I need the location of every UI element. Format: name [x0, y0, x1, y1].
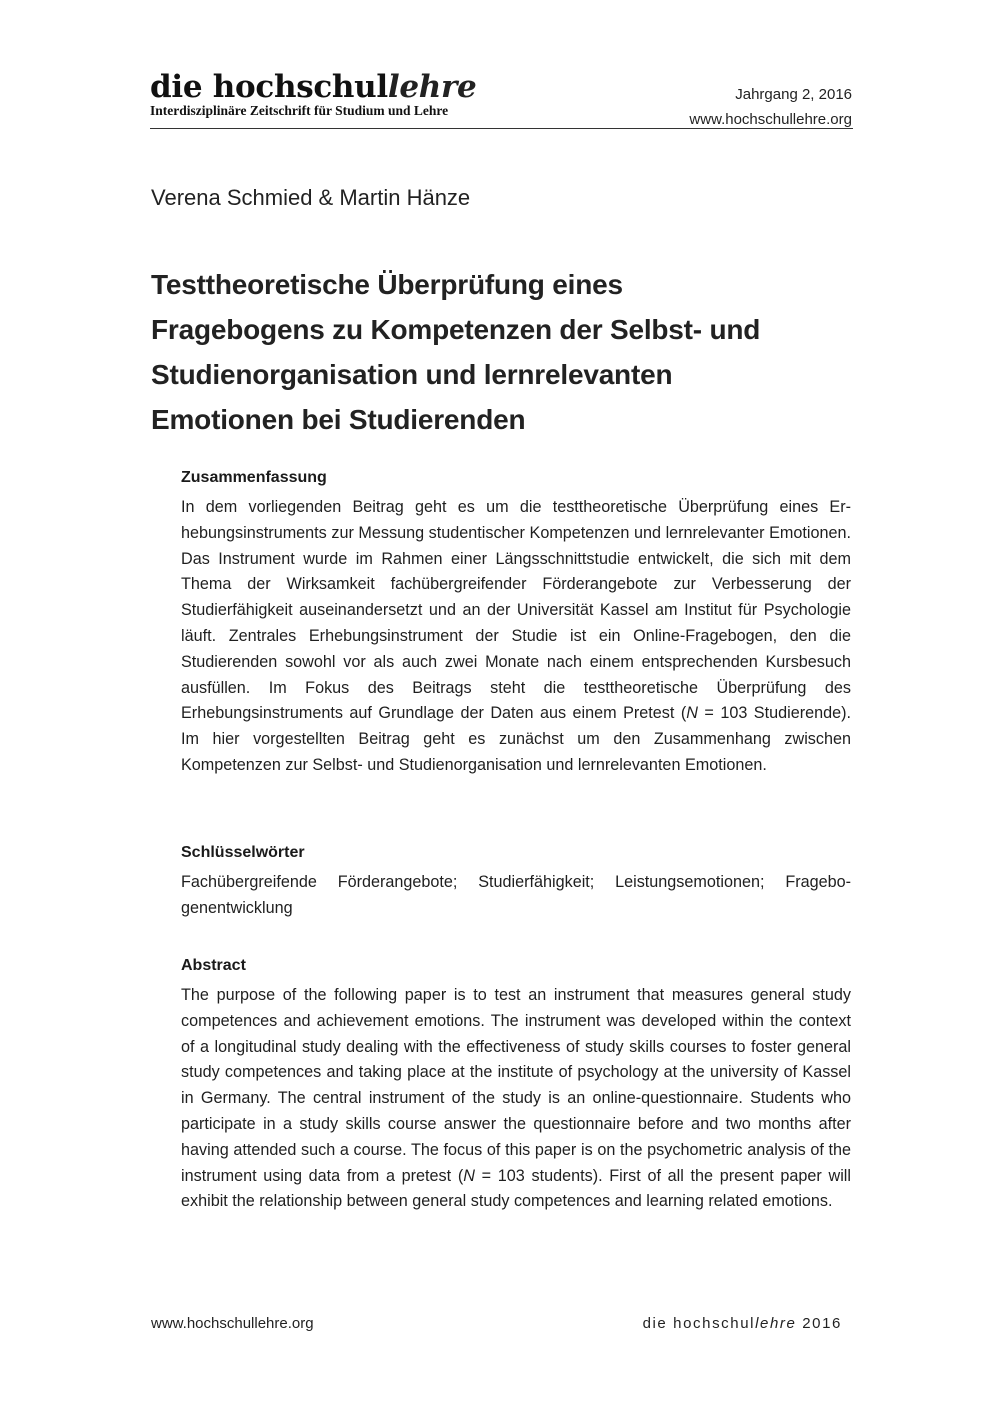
journal-name-italic: lehre: [387, 69, 477, 105]
sample-size-symbol: N: [463, 1166, 475, 1185]
title-line: Emotionen bei Studierenden: [151, 404, 526, 435]
keywords-heading: Schlüsselwörter: [181, 844, 305, 861]
zusammenfassung-heading: Zusammenfassung: [181, 469, 327, 486]
abstract-text-part: The purpose of the following paper is to test an instrument that measures general study competences and achievement emotions. The instrument was developed within the context of a longitudinal study dealing with the effectiveness of study skills courses to foster general study competences and taking place at the institute of psychology at the university of Kassel in Germany. The central instrument of the study is an online-questionnaire. Students who participate in a study skills course answer the questionnaire before and two months after having attended such a course. The focus of this paper is on the psychometric analysis of the instrument using data from a pretest (: [181, 986, 851, 1185]
footer-year: 2016: [796, 1315, 842, 1332]
header-divider: [150, 128, 853, 129]
zusammenfassung-text: [181, 495, 851, 779]
footer-website: www.hochschullehre.org: [151, 1315, 314, 1332]
zusammenfassung-text-part: In dem vorliegenden Beitrag geht es um die testtheoretische Überprüfung eines Erhebungsinstruments zur Messung studentischer Kompetenzen und lernrelevanter Emotionen. Das Instrument wurde im Rahmen einer Längsschnittstudie entwickelt, die sich mit dem Thema der Wirksamkeit fachübergreifender Förderangebote zur Verbesserung der Studierfähigkeit auseinandersetzt und an der Universität Kassel am Institut für Psychologie läuft. Zentrales Erhebungsinstrument der Studie ist ein Online-Fragebogen, den die Studierenden sowohl vor als auch zwei Monate nach einem entsprechenden Kursbesuch ausfüllen. Im Fokus des Beitrags steht die testtheoretische Überprüfung des Erhebungsinstruments auf Grundlage der Daten aus einem Pretest (: [181, 498, 851, 723]
journal-header: [150, 69, 852, 128]
header-website: www.hochschullehre.org: [689, 111, 852, 128]
title-line: Fragebogens zu Kompetenzen der Selbst- und: [151, 314, 761, 345]
footer-journal: [643, 1314, 842, 1334]
abstract-text: [181, 983, 851, 1215]
sample-size-symbol: N: [686, 704, 698, 723]
journal-subtitle: Interdisziplinäre Zeitschrift für Studium und Lehre: [150, 103, 449, 118]
abstract-section: [181, 955, 851, 1215]
title-line: Studienorganisation und lernrelevanten: [151, 359, 673, 390]
paper-title: [151, 262, 841, 442]
footer-journal-regular: die hochschul: [642, 1315, 756, 1332]
footer-journal-italic: lehre: [755, 1315, 797, 1332]
abstract-text-part: = 103 students). First of all the present paper will exhibit the relationship between general study competences and learning related emotions.: [181, 1166, 852, 1211]
header-meta: [689, 82, 852, 132]
authors: Verena Schmied & Martin Hänze: [151, 185, 471, 210]
zusammenfassung-section: [181, 467, 851, 779]
journal-name-regular: die hochschul: [150, 69, 388, 105]
keywords-text: Fachübergreifende Förderangebote; Studierfähigkeit; Leistungsemotionen; Fragebogenentwicklung: [181, 873, 851, 917]
volume-info: Jahrgang 2, 2016: [735, 86, 852, 103]
keywords-section: [181, 842, 851, 922]
abstract-heading: Abstract: [181, 957, 246, 974]
zusammenfassung-text-part: = 103 Studierende). Im hier vorgestellten Beitrag geht es zunächst um den Zusammenhang zwischen Kompetenzen zur Selbst- und Studienorganisation und lernrelevanten Emotionen.: [181, 704, 851, 774]
title-line: Testtheoretische Überprüfung eines: [151, 269, 623, 300]
